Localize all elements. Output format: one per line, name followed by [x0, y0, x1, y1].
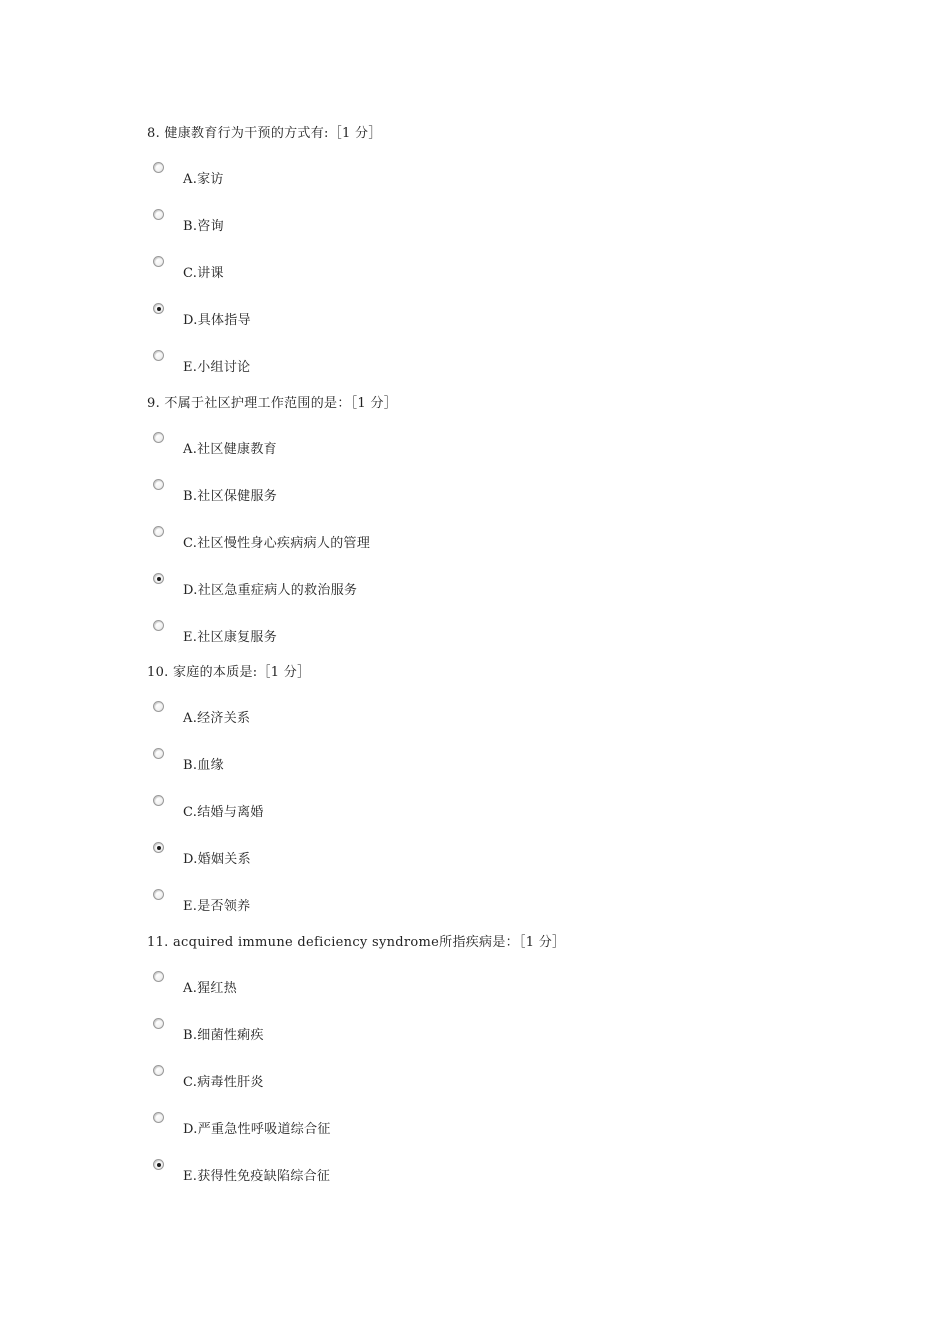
- radio-button[interactable]: [153, 701, 164, 712]
- radio-button-selected[interactable]: [153, 842, 164, 853]
- option-label[interactable]: D.具体指导: [183, 313, 251, 328]
- option-label[interactable]: C.病毒性肝炎: [183, 1075, 264, 1090]
- radio-button[interactable]: [153, 162, 164, 173]
- radio-button-selected[interactable]: [153, 1159, 164, 1170]
- option-label[interactable]: A.社区健康教育: [183, 442, 277, 457]
- question-title: 8. 健康教育行为干预的方式有:［1 分］: [147, 126, 382, 141]
- radio-button[interactable]: [153, 748, 164, 759]
- radio-button-selected[interactable]: [153, 573, 164, 584]
- radio-button[interactable]: [153, 620, 164, 631]
- option-label[interactable]: A.猩红热: [183, 981, 238, 996]
- option-label[interactable]: E.小组讨论: [183, 360, 251, 375]
- question-title: 10. 家庭的本质是:［1 分］: [147, 665, 311, 680]
- radio-button[interactable]: [153, 1112, 164, 1123]
- option-label[interactable]: B.咨询: [183, 219, 224, 234]
- option-label[interactable]: E.社区康复服务: [183, 630, 278, 645]
- radio-button[interactable]: [153, 1065, 164, 1076]
- option-label[interactable]: D.婚姻关系: [183, 852, 251, 867]
- option-label[interactable]: A.家访: [183, 172, 224, 187]
- option-label[interactable]: E.是否领养: [183, 899, 251, 914]
- radio-button[interactable]: [153, 432, 164, 443]
- radio-button[interactable]: [153, 795, 164, 806]
- radio-button[interactable]: [153, 256, 164, 267]
- option-label[interactable]: D.严重急性呼吸道综合征: [183, 1122, 331, 1137]
- option-label[interactable]: A.经济关系: [183, 711, 251, 726]
- question-title: 9. 不属于社区护理工作范围的是：［1 分］: [147, 396, 398, 411]
- option-label[interactable]: E.获得性免疫缺陷综合征: [183, 1169, 331, 1184]
- option-label[interactable]: C.结婚与离婚: [183, 805, 264, 820]
- radio-button-selected[interactable]: [153, 303, 164, 314]
- option-label[interactable]: C.讲课: [183, 266, 224, 281]
- radio-button[interactable]: [153, 479, 164, 490]
- option-label[interactable]: B.血缘: [183, 758, 224, 773]
- radio-button[interactable]: [153, 971, 164, 982]
- radio-button[interactable]: [153, 350, 164, 361]
- radio-button[interactable]: [153, 1018, 164, 1029]
- option-label[interactable]: D.社区急重症病人的救治服务: [183, 583, 358, 598]
- radio-button[interactable]: [153, 209, 164, 220]
- radio-button[interactable]: [153, 889, 164, 900]
- option-label[interactable]: C.社区慢性身心疾病病人的管理: [183, 536, 371, 551]
- option-label[interactable]: B.社区保健服务: [183, 489, 278, 504]
- option-label[interactable]: B.细菌性痢疾: [183, 1028, 264, 1043]
- question-title: 11. acquired immune deficiency syndrome所指疾病是：［1 分］: [147, 935, 566, 950]
- radio-button[interactable]: [153, 526, 164, 537]
